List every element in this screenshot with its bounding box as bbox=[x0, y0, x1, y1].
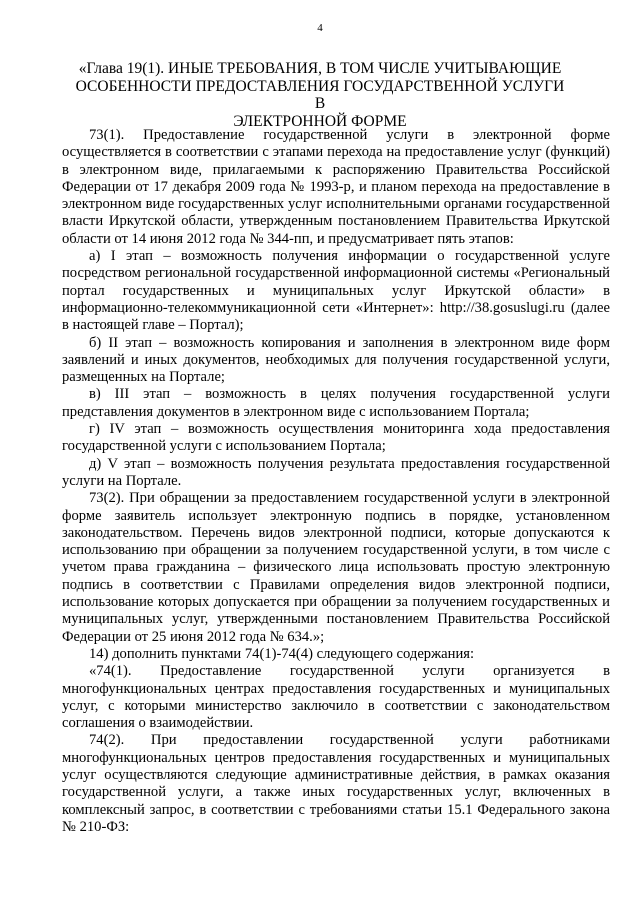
paragraph-stage-1: а) I этап – возможность получения информации о государственной услуге посредством региональной государственной информационной системы «Региональный портал государственных и муниципальных услуг Иркутской области» в информационно-телекоммуникационной сети «Интернет»: http://38.gosuslugi.ru (далее в настоящей главе – Портал); bbox=[62, 248, 610, 334]
paragraph-stage-4: г) IV этап – возможность осуществления мониторинга хода предоставления государственной услуги с использованием Портала; bbox=[62, 421, 610, 455]
chapter-heading-line: «Глава 19(1). ИНЫЕ ТРЕБОВАНИЯ, В ТОМ ЧИСЛЕ УЧИТЫВАЮЩИЕ bbox=[78, 60, 562, 77]
paragraph-73-2: 73(2). При обращении за предоставлением государственной услуги в электронной форме заявитель использует электронную подпись в порядке, установленном законодательством. Перечень видов электронной подписи, которые допускаются к использованию при обращении за получением государственной услуги, в том числе с учетом права гражданина – физического лица использовать простую электронную подпись в соответствии с Правилами определения видов электронной подписи, использование которых допускается при обращении за получением государственных и муниципальных услуг, утвержденными постановлением Правительства Российской Федерации от 25 июня 2012 года № 634.»; bbox=[62, 490, 610, 645]
paragraph-73-1: 73(1). Предоставление государственной услуги в электронной форме осуществляется в соответствии с этапами перехода на предоставление услуг (функций) в электронном виде, прилагаемыми к распоряжению Правительства Российской Федерации от 17 декабря 2009 года № 1993-р, и планом перехода на предоставление в электронном виде государственных услуг исполнительными органами государственной власти Иркутской области, утвержденным постановлением Правительства Иркутской области от 14 июня 2012 года № 344-пп, и предусматривает пять этапов: bbox=[62, 127, 610, 247]
page-number: 4 bbox=[317, 22, 323, 34]
paragraph-stage-2: б) II этап – возможность копирования и заполнения в электронном виде форм заявлений и иных документов, необходимых для получения государственной услуги, размещенных на Портале; bbox=[62, 334, 610, 386]
chapter-heading-line: ЭЛЕКТРОННОЙ ФОРМЕ bbox=[233, 112, 407, 130]
paragraph-stage-3: в) III этап – возможность в целях получения государственной услуги представления документов в электронном виде с использованием Портала; bbox=[62, 386, 610, 420]
paragraph-74-2: 74(2). При предоставлении государственной услуги работниками многофункциональных центров предоставления государственных и муниципальных услуг осуществляются следующие административные действия, в рамках оказания государственной услуги, а также иных государственных услуг, включенных в комплексный запрос, в соответствии с требованиями статьи 15.1 Федерального закона № 210-ФЗ: bbox=[62, 732, 610, 835]
chapter-heading-line: ОСОБЕННОСТИ ПРЕДОСТАВЛЕНИЯ ГОСУДАРСТВЕННОЙ УСЛУГИ В bbox=[75, 77, 565, 112]
paragraph-amendment-14: 14) дополнить пунктами 74(1)-74(4) следующего содержания: bbox=[89, 645, 475, 662]
chapter-heading bbox=[70, 60, 570, 130]
paragraph-74-1: «74(1). Предоставление государственной услуги организуется в многофункциональных центрах предоставления государственных и муниципальных услуг, с которыми министерство заключило в соответствии с законодательством соглашения о взаимодействии. bbox=[62, 663, 610, 732]
document-body bbox=[62, 127, 610, 836]
paragraph-stage-5: д) V этап – возможность получения результата предоставления государственной услуги на Портале. bbox=[62, 455, 610, 489]
